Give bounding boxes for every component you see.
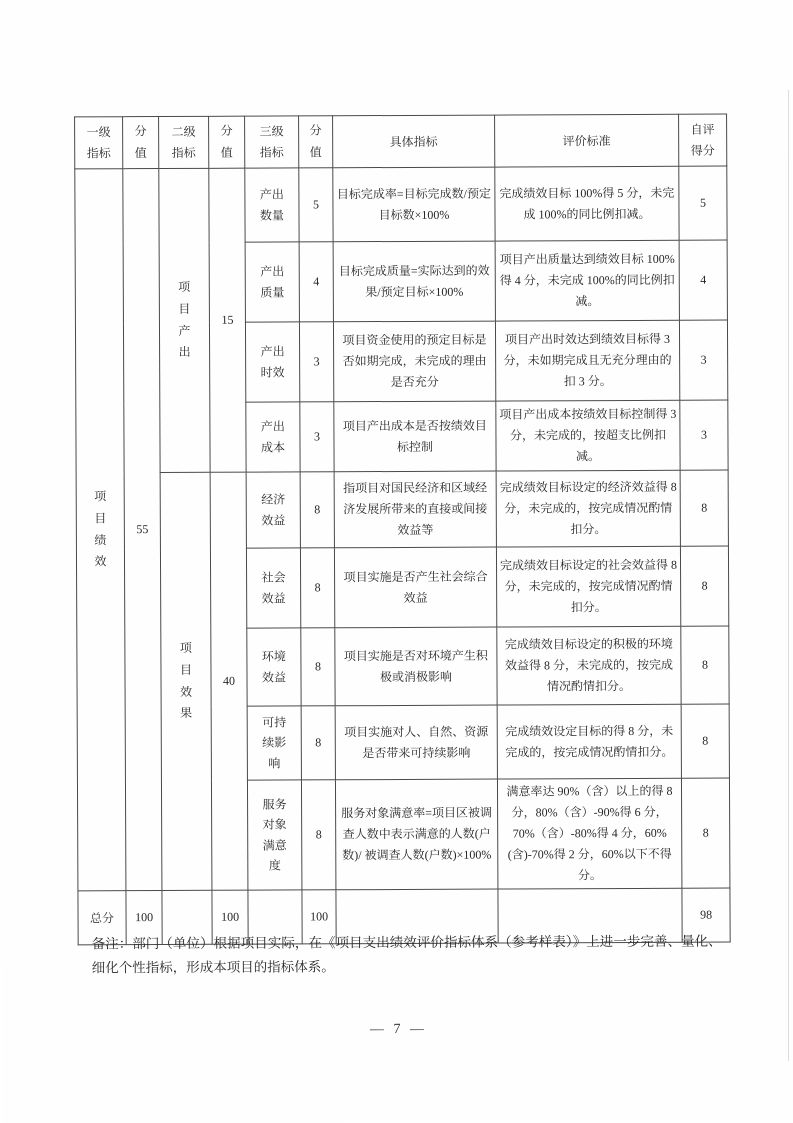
evaluation-indicator-table [74,114,731,946]
self-score-cell: 8 [681,778,729,888]
self-score-cell: 8 [681,704,729,778]
table-row-economic-benefit [76,470,728,549]
level2-indicator-cell-effect: 项目效果 [160,472,212,890]
level3-score-cell: 4 [299,242,333,322]
level3-score-cell: 8 [300,548,334,628]
col-header-detail: 具体指标 [333,115,495,168]
level3-indicator-cell: 环境效益 [247,628,301,706]
level1-score-cell: 55 [123,169,162,891]
self-score-cell: 5 [679,166,727,240]
detail-cell: 项目实施是否对环境产生积极或消极影响 [335,627,497,706]
level3-indicator-cell: 产出时效 [245,322,299,402]
self-score-cell: 8 [680,546,728,626]
level2-indicator-cell-output: 项目产出 [159,168,210,472]
total-self-score-cell: 98 [682,888,730,942]
header-row [75,114,727,169]
level2-score-cell-effect: 40 [210,472,248,890]
col-header-score1: 分值 [123,117,159,169]
level3-score-cell: 5 [299,168,333,242]
detail-cell: 指项目对国民经济和区域经济发展所带来的直接或间接效益等 [334,471,496,548]
level3-score-cell: 8 [301,628,335,706]
criteria-cell: 项目产出成本按绩效目标控制得 3 分，未完成的，按超支比例扣减。 [496,400,680,471]
detail-cell: 目标完成率=目标完成数/预定目标数×100% [333,167,495,242]
level2-score-cell-output: 15 [209,168,246,472]
level3-score-cell: 8 [301,780,335,890]
total-label-cell: 总分 [78,891,126,945]
col-header-self-score: 自评得分 [679,114,727,166]
self-score-cell: 8 [681,626,729,704]
self-score-cell: 3 [679,320,727,400]
level3-indicator-cell: 服务对象满意度 [247,780,301,890]
level3-score-cell: 3 [299,322,333,402]
self-score-cell: 4 [679,240,727,320]
level3-score-cell: 3 [300,402,334,472]
total-score3-cell: 100 [302,890,336,944]
col-header-level2: 二级指标 [159,116,209,168]
level1-indicator-cell: 项目绩效 [75,169,126,891]
col-header-criteria: 评价标准 [495,114,679,167]
col-header-score2: 分值 [209,116,245,168]
detail-cell: 项目实施对人、自然、资源是否带来可持续影响 [335,705,497,780]
remark-note: 备注：部门（单位）根据项目实际，在《项目支出绩效评价指标体系（参考样表）》上进一步完善、量化、细化个性指标，形成本项目的指标体系。 [91,933,722,976]
level3-indicator-cell: 产出数量 [245,168,299,242]
page-number: — 7 — [370,1021,428,1038]
scan-edge-artifact [788,90,789,1061]
criteria-cell: 完成绩效目标 100%得 5 分，未完成 100%的同比例扣减。 [495,166,679,241]
col-header-score3: 分值 [299,116,333,168]
detail-cell: 项目资金使用的预定目标是否如期完成，未完成的理由是否充分 [333,321,495,402]
self-score-cell: 3 [680,400,728,470]
criteria-cell: 项目产出时效达到绩效目标得 3 分，未如期完成且无充分理由的扣 3 分。 [495,320,679,401]
level3-indicator-cell: 经济效益 [246,472,300,548]
self-score-cell: 8 [680,470,728,546]
level3-indicator-cell: 产出成本 [246,402,300,472]
col-header-level1: 一级指标 [75,117,123,169]
col-header-level3: 三级指标 [245,116,299,168]
detail-cell: 服务对象满意率=项目区被调查人数中表示满意的人数(户数)/ 被调查人数(户数)×100% [335,779,497,890]
level3-score-cell: 8 [301,706,335,780]
table-row-output-quantity [75,166,727,243]
total-score2-cell: 100 [212,890,248,944]
level3-indicator-cell: 社会效益 [246,548,300,628]
level3-indicator-cell: 可持续影响 [247,706,301,780]
level3-indicator-cell: 产出质量 [245,242,299,322]
criteria-cell: 满意率达 90%（含）以上的得 8 分，80%（含）-90%得 6 分，70%（含）-80%得 4 分，60%(含)-70%得 2 分，60%以下不得分。 [497,778,681,889]
criteria-cell: 完成绩效目标设定的积极的环境效益得 8 分，未完成的，按完成情况酌情扣分。 [497,626,681,705]
detail-cell: 项目实施是否产生社会综合效益 [334,547,496,628]
criteria-cell: 完成绩效设定目标的得 8 分，未完成的，按完成情况酌情扣分。 [497,704,681,779]
detail-cell: 目标完成质量=实际达到的效果/预定目标×100% [333,241,495,322]
total-score1-cell: 100 [126,891,162,945]
criteria-cell: 完成绩效目标设定的社会效益得 8 分，未完成的，按完成情况酌情扣分。 [496,546,680,627]
criteria-cell: 完成绩效目标设定的经济效益得 8 分，未完成的，按完成情况酌情扣分。 [496,470,680,547]
detail-cell: 项目产出成本是否按绩效目标控制 [334,401,496,472]
criteria-cell: 项目产出质量达到绩效目标 100%得 4 分，未完成 100%的同比例扣减。 [495,240,679,321]
level3-score-cell: 8 [300,472,334,548]
